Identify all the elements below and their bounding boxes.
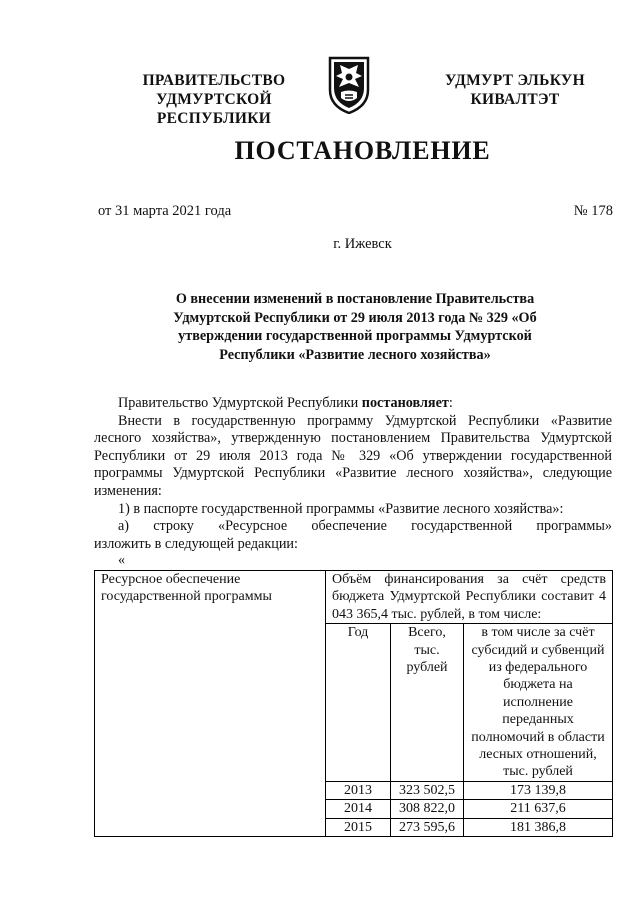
header-federal: в том числе за счёт субсидий и субвенций из федерального бюджета на исполнение переданных полномочий в области лесных отношений, тыс. рублей bbox=[464, 624, 613, 782]
table-row bbox=[326, 800, 612, 818]
paragraph-item-a-line2: изложить в следующей редакции: bbox=[94, 535, 298, 552]
decree-line bbox=[94, 395, 612, 413]
document-body bbox=[94, 395, 612, 568]
quote-open: « bbox=[118, 552, 126, 569]
financing-text: Объём финансирования за счёт средств бюджета Удмуртской Республики составит 4 043 365,4 тыс. рублей, в том числе: bbox=[332, 572, 606, 622]
decree-prefix: Правительство Удмуртской Республики bbox=[118, 395, 362, 411]
header-total: Всего, тыс. рублей bbox=[391, 624, 464, 782]
table-row bbox=[326, 781, 612, 799]
government-name-line2: УДМУРТСКОЙ РЕСПУБЛИКИ bbox=[156, 91, 272, 127]
paragraph-item-1: 1) в паспорте государственной программы «Развитие лесного хозяйства»: bbox=[118, 500, 564, 517]
row-federal: 211 637,6 bbox=[464, 800, 613, 818]
header-year: Год bbox=[326, 624, 391, 782]
resource-row-label: Ресурсное обеспечение государственной программы bbox=[95, 571, 326, 837]
government-name-russian bbox=[100, 71, 328, 128]
resource-table bbox=[94, 570, 613, 837]
row-federal: 181 386,8 bbox=[464, 818, 613, 836]
row-year: 2013 bbox=[326, 781, 391, 799]
decree-word: постановляет bbox=[361, 395, 449, 411]
row-federal: 173 139,8 bbox=[464, 781, 613, 799]
paragraph-main: Внести в государственную программу Удмуртской Республики «Развитие лесного хозяйства», утвержденную постановлением Правительства Удмуртской Республики от 29 июля 2013 года № 329 «Об утверждении государственной программы Удмуртской Республики «Развитие лесного хозяйства», следующие изменения: bbox=[94, 412, 612, 499]
coat-of-arms-icon bbox=[327, 56, 371, 114]
row-year: 2015 bbox=[326, 818, 391, 836]
document-date: от 31 марта 2021 года bbox=[98, 203, 232, 219]
financing-table bbox=[326, 623, 612, 836]
paragraph-item-a-line1: а) строку «Ресурсное обеспечение государственной программы» bbox=[118, 518, 612, 535]
row-total: 323 502,5 bbox=[391, 781, 464, 799]
government-name-udmurt bbox=[415, 71, 615, 109]
financing-header-row bbox=[326, 624, 612, 782]
table-row bbox=[326, 818, 612, 836]
row-year: 2014 bbox=[326, 800, 391, 818]
government-name-line1: ПРАВИТЕЛЬСТВО bbox=[142, 72, 286, 89]
row-total: 273 595,6 bbox=[391, 818, 464, 836]
document-number: № 178 bbox=[573, 203, 613, 219]
row-total: 308 822,0 bbox=[391, 800, 464, 818]
government-name-udmurt-line1: УДМУРТ ЭЛЬКУН bbox=[445, 72, 585, 89]
resource-row-content bbox=[326, 571, 613, 837]
decree-suffix: : bbox=[448, 395, 453, 411]
document-city: г. Ижевск bbox=[333, 236, 392, 252]
resource-row bbox=[95, 571, 613, 837]
document-subject: О внесении изменений в постановление Правительства Удмуртской Республики от 29 июля 2013 года № 329 «Об утверждении государственной программы Удмуртской Республики «Развитие лесного хозяйства» bbox=[173, 291, 537, 363]
document-title: ПОСТАНОВЛЕНИЕ bbox=[234, 136, 491, 165]
government-name-udmurt-line2: КИВАЛТЭТ bbox=[470, 91, 560, 108]
